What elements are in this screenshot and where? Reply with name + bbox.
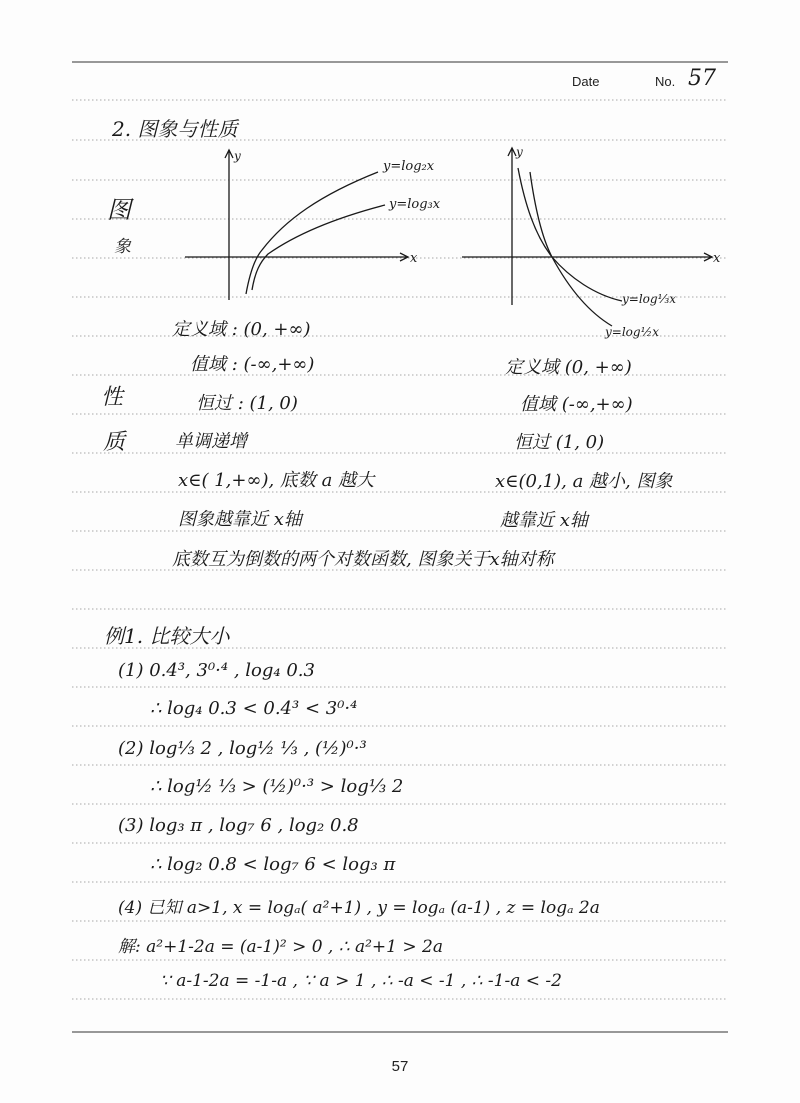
curve-log-half [530, 172, 612, 326]
example-answer-1: ∴ log₄ 0.3 < 0.4³ < 3⁰·⁴ [150, 698, 358, 719]
right-x-axis-label: x [713, 251, 721, 266]
date-label: Date [572, 74, 600, 89]
right-note-1: x∈(0,1), a 越小, 图象 [495, 471, 673, 492]
right-range: 值域 (-∞,+∞) [520, 394, 633, 415]
example-answer-2: ∴ log½ ⅓ > (½)⁰·³ > log⅓ 2 [150, 776, 404, 797]
example-solution-line-2: ∵ a-1-2a = -1-a , ∵ a > 1 , ∴ -a < -1 , ∴ -1-a < -2 [160, 971, 562, 991]
left-graph [185, 150, 408, 300]
no-label: No. [655, 74, 676, 89]
left-note-2: 图象越靠近 x轴 [178, 509, 302, 530]
side-label-tu: 图 [107, 196, 131, 224]
example-answer-3: ∴ log₂ 0.8 < log₇ 6 < log₃ π [150, 854, 396, 875]
label-log3: y=log₃x [389, 197, 441, 212]
example-solution-line-1: 解: a²+1-2a = (a-1)² > 0 , ∴ a²+1 > 2a [118, 937, 443, 957]
right-fixed-point: 恒过 (1, 0) [514, 432, 605, 453]
side-label-xing: 性 [101, 385, 124, 410]
example-item-2: (2) log⅓ 2 , log½ ⅓ , (½)⁰·³ [118, 738, 367, 759]
summary-line: 底数互为倒数的两个对数函数, 图象关于x轴对称 [172, 549, 554, 570]
right-y-axis-label: y [516, 145, 523, 159]
curve-log2 [246, 172, 378, 294]
left-monotonic: 单调递增 [175, 431, 247, 452]
side-label-zhi: 质 [103, 430, 126, 455]
example-title: 例1. 比较大小 [104, 624, 230, 648]
right-note-2: 越靠近 x轴 [500, 510, 588, 531]
example-item-1: (1) 0.4³, 3⁰·⁴ , log₄ 0.3 [118, 660, 315, 681]
left-note-1: x∈( 1,+∞), 底数 a 越大 [178, 470, 375, 491]
left-fixed-point: 恒过 : (1, 0) [196, 393, 298, 414]
example-item-4: (4) 已知 a>1, x = logₐ( a²+1) , y = logₐ (a-1) , z = logₐ 2a [118, 898, 600, 918]
left-x-axis-label: x [410, 251, 418, 266]
log-function-graphs [0, 0, 800, 360]
example-item-3: (3) log₃ π , log₇ 6 , log₂ 0.8 [118, 815, 359, 836]
left-y-axis-label: y [234, 149, 241, 163]
footer-page-number: 57 [391, 1058, 409, 1075]
page-number-handwritten: 57 [688, 66, 716, 91]
curve-log3 [252, 205, 385, 290]
side-label-xiang: 象 [114, 237, 131, 257]
left-range: 值域 : (-∞,+∞) [190, 354, 315, 375]
section-title: 2. 图象与性质 [112, 117, 238, 141]
label-log-third: y=log⅓x [622, 292, 676, 306]
label-log2: y=log₂x [383, 159, 435, 174]
curve-log-third [518, 168, 622, 301]
label-log-half: y=log½x [605, 325, 659, 339]
right-domain: 定义域 (0, +∞) [505, 357, 632, 378]
left-domain: 定义域 : (0, +∞) [172, 319, 311, 340]
